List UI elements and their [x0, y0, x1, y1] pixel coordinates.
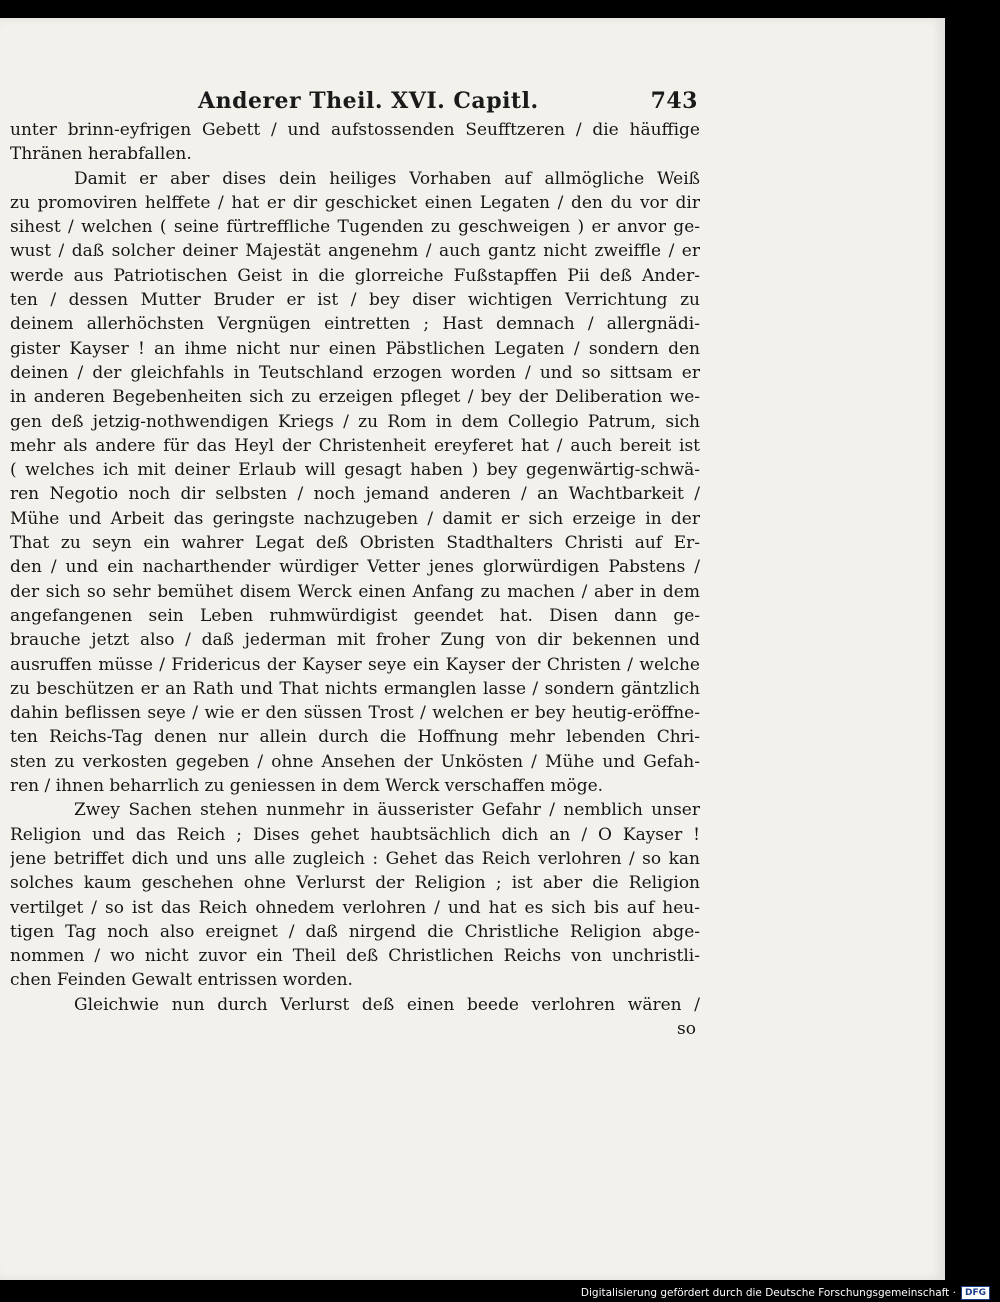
text-line: gister Kayser ! an ihme nicht nur einen Päbstlichen Legaten / sondern den [10, 338, 700, 359]
text-line: zu beschützen er an Rath und That nichts ermanglen lasse / sondern gäntzlich [10, 678, 700, 699]
text-line: angefangenen sein Leben ruhmwürdigist geendet hat. Disen dann ge- [10, 605, 700, 626]
text-line: dahin beflissen seye / wie er den süssen Trost / welchen er bey heutig-eröffne- [10, 703, 700, 724]
text-line: deinem allerhöchsten Vergnügen eintretten ; Hast demnach / allergnädi- [10, 314, 700, 335]
text-line: tigen Tag noch also ereignet / daß nirgend die Christliche Religion abge- [10, 921, 700, 942]
text-line: sihest / welchen ( seine fürtreffliche Tugenden zu geschweigen ) er anvor ge- [10, 217, 700, 238]
book-page [0, 18, 945, 1280]
dfg-logo-icon: DFG [961, 1286, 990, 1300]
text-line: ren Negotio noch dir selbsten / noch jemand anderen / an Wachtbarkeit / [10, 484, 700, 505]
text-line: That zu seyn ein wahrer Legat deß Obristen Stadthalters Christi auf Er- [10, 533, 700, 554]
text-line: brauche jetzt also / daß jederman mit froher Zung von dir bekennen und [10, 630, 700, 651]
page-number: 743 [650, 88, 698, 114]
text-line: ten / dessen Mutter Bruder er ist / bey diser wichtigen Verrichtung zu [10, 290, 700, 311]
body-text [10, 118, 700, 1041]
credit-text: Digitalisierung gefördert durch die Deutsche Forschungsgemeinschaft · [580, 1287, 956, 1299]
text-line: Gleichwie nun durch Verlurst deß einen beede verlohren wären / [74, 994, 700, 1015]
text-line: jene betriffet dich und uns alle zugleich : Gehet das Reich verlohren / so kan [10, 848, 700, 869]
catchword: so [677, 1018, 696, 1039]
running-title: Anderer Theil. XVI. Capitl. [198, 88, 539, 114]
text-line: Religion und das Reich ; Dises gehet haubtsächlich dich an / O Kayser ! [10, 824, 700, 845]
text-line: ausruffen müsse / Fridericus der Kayser seye ein Kayser der Christen / welche [10, 654, 700, 675]
page-header [198, 88, 698, 114]
text-line: den / und ein nacharthender würdiger Vetter jenes glorwürdigen Pabstens / [10, 557, 700, 578]
text-line: ten Reichs-Tag denen nur allein durch die Hoffnung mehr lebenden Chri- [10, 727, 700, 748]
text-line: zu promoviren helffete / hat er dir geschicket einen Legaten / den du vor dir [10, 192, 700, 213]
text-line: nommen / wo nicht zuvor ein Theil deß Christlichen Reichs von unchristli- [10, 946, 700, 967]
text-line: chen Feinden Gewalt entrissen worden. [10, 970, 353, 991]
text-line: Zwey Sachen stehen nunmehr in äusserister Gefahr / nemblich unser [74, 800, 700, 821]
text-line: ( welches ich mit deiner Erlaub will gesagt haben ) bey gegenwärtig-schwä- [10, 460, 700, 481]
text-line: unter brinn-eyfrigen Gebett / und aufstossenden Seufftzeren / die häuffige [10, 120, 700, 140]
digitization-credit [560, 1286, 990, 1300]
text-line: wust / daß solcher deiner Majestät angenehm / auch gantz nicht zweiffle / er [10, 241, 700, 262]
text-line: Damit er aber dises dein heiliges Vorhaben auf allmögliche Weiß [74, 168, 700, 189]
text-line: in anderen Begebenheiten sich zu erzeigen pfleget / bey der Deliberation we- [10, 387, 700, 408]
text-line: ren / ihnen beharrlich zu geniessen in dem Werck verschaffen möge. [10, 776, 604, 797]
text-line: der sich so sehr bemühet disem Werck einen Anfang zu machen / aber in dem [10, 581, 700, 602]
text-line: deinen / der gleichfahls in Teutschland erzogen worden / und so sittsam er [10, 362, 700, 383]
text-line: vertilget / so ist das Reich ohnedem verlohren / und hat es sich bis auf heu- [10, 897, 700, 918]
text-line: solches kaum geschehen ohne Verlurst der Religion ; ist aber die Religion [10, 873, 700, 894]
text-line: Thränen herabfallen. [10, 144, 192, 165]
text-line: werde aus Patriotischen Geist in die glorreiche Fußstapffen Pii deß Ander- [10, 265, 700, 286]
text-line: Mühe und Arbeit das geringste nachzugeben / damit er sich erzeige in der [10, 508, 700, 529]
text-line: gen deß jetzig-nothwendigen Kriegs / zu Rom in dem Collegio Patrum, sich [10, 411, 700, 432]
text-line: mehr als andere für das Heyl der Christenheit ereyferet hat / auch bereit ist [10, 435, 700, 456]
text-line: sten zu verkosten gegeben / ohne Ansehen der Unkösten / Mühe und Gefah- [10, 751, 700, 772]
